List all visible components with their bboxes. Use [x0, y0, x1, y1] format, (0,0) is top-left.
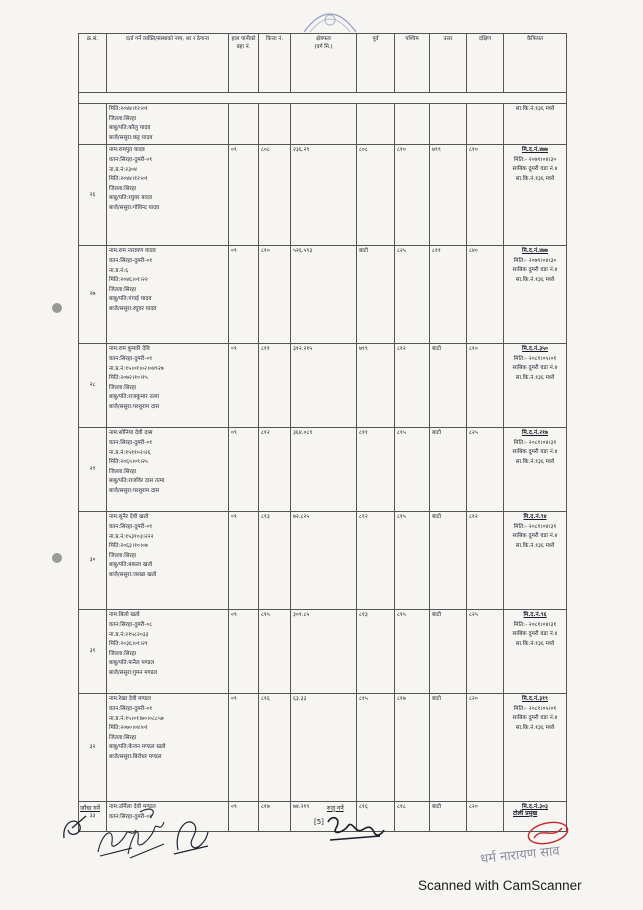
south-cell: ८२५: [467, 428, 504, 512]
remarks-reference: मि.द.नं.३१९: [522, 696, 548, 703]
table-row: [79, 694, 567, 802]
table-row: [79, 428, 567, 512]
header-owner: दर्ता गर्ने व्यक्ति/संस्थाको नाम, थर र ठेगाना: [107, 34, 229, 93]
west-cell: ८१५: [395, 512, 430, 610]
remarks-reference: मि.द.नं.९६: [523, 612, 547, 619]
owner-line: बाबु/पति:गंगाई यादव: [109, 296, 152, 303]
west-cell: ८१८: [395, 802, 430, 832]
east-cell: ८१२: [357, 512, 395, 610]
north-cell: ७९९: [430, 145, 467, 246]
owner-line: ना.प्र.नं:१५११०२।२६: [109, 449, 151, 456]
serial-cell: ३०: [79, 512, 107, 610]
owner-line: वतन:सिरहा-दुमरी-०१: [109, 705, 153, 712]
owner-line: वतन:सिरहा-दुमरी-०१: [109, 257, 153, 264]
owner-line: जिल्ला:सिरहा: [109, 468, 137, 475]
west-cell: ८१०: [395, 145, 430, 246]
serial-cell: २६: [79, 145, 107, 246]
owner-line: नाम:बिलो खत्वे: [109, 612, 140, 619]
south-cell: ८१२: [467, 512, 504, 610]
area-cell: ३०१.८५: [291, 610, 357, 694]
serial-cell: २७: [79, 246, 107, 344]
header-remarks: कैफियत: [504, 34, 567, 93]
west-cell: ८१२: [395, 344, 430, 428]
owner-line: मिति:२०७०।०४।०१: [109, 725, 148, 732]
owner-line: वतन:सिरहा-दुमरी-०१: [109, 439, 153, 446]
name-stamp: धर्म नारायण साव: [479, 843, 561, 868]
owner-cell: [107, 512, 229, 610]
land-register-table: [78, 33, 567, 832]
table-row-continued: [79, 104, 567, 145]
remarks-cell: [504, 246, 567, 344]
header-west: पश्चिम: [395, 34, 430, 93]
remarks-line: साबिक दुमरी वडा नं.४: [512, 449, 558, 456]
header-east: पूर्व: [357, 34, 395, 93]
header-area-line2: (वर्ग मि.): [314, 44, 333, 50]
remarks-cell: [504, 145, 567, 246]
header-gap: [79, 93, 567, 104]
area-cell: ६३.३३: [291, 694, 357, 802]
west-cell: ८१५: [395, 610, 430, 694]
remarks-reference: मि.द.नं.४७७: [522, 248, 548, 255]
remarks-reference: मि.द.नं.३५०: [522, 346, 548, 353]
north-cell: बाटो: [430, 610, 467, 694]
area-cell: ७२.८२५: [291, 512, 357, 610]
punch-hole-top: [52, 303, 62, 313]
remarks-line: सा.कि.नं.१३६ मध्ये: [515, 640, 555, 647]
signature-middle: [322, 812, 388, 846]
remarks-line: सा.कि.नं.१३६ मध्ये: [515, 276, 555, 283]
owner-line: बाजे/ससुरा:परशुराम दास: [109, 487, 160, 494]
north-cell: बाटो: [430, 802, 467, 832]
east-cell: ७९९: [357, 344, 395, 428]
scanner-watermark: Scanned with CamScanner: [418, 878, 582, 893]
owner-line: ना.प्र.नं:१५।०१।०२।०४९२७: [109, 365, 164, 372]
signature-left-3: [120, 800, 170, 862]
south-cell: ८१०: [467, 145, 504, 246]
north-cell: ८११: [430, 246, 467, 344]
remarks-line: साबिक दुमरी वडा नं.४: [512, 166, 558, 173]
verified-by-label: रुजु गर्ने: [327, 805, 344, 812]
owner-line: बाजे/ससुरा:बिरोधर मण्डल: [109, 753, 162, 760]
remarks-reference: मि.द.नं.९४: [523, 514, 547, 521]
owner-line: मिति:२०४६।०१।२२: [109, 277, 148, 284]
remarks-line: मिति:- २०८१।०५।०१: [513, 355, 557, 362]
east-cell: ८१३: [357, 610, 395, 694]
plot-no-cell: ८१५: [259, 610, 291, 694]
owner-line: जिल्ला:सिरहा: [109, 552, 137, 559]
owner-line: मिति:२०६३।१०।०७: [109, 543, 148, 550]
plot-no-cell: ८१७: [259, 802, 291, 832]
table-row: [79, 344, 567, 428]
entry-no-cell: ०९: [229, 610, 259, 694]
remarks-line: साबिक दुमरी वडा नं.४: [512, 533, 558, 540]
owner-line: वतन:सिरहा-दुमरी-०८: [109, 621, 153, 628]
east-cell: ८१५: [357, 694, 395, 802]
owner-line: मिति:२०४४।१२।०१: [109, 106, 148, 112]
owner-line: नाम:उर्मिला देवी मण्डल: [109, 804, 156, 811]
plot-no-cell: ८१३: [259, 512, 291, 610]
header-area: [291, 34, 357, 93]
remarks-line: सा.कि.नं.१३६ मध्ये: [515, 175, 555, 182]
owner-cell: [107, 145, 229, 246]
remarks-line: मिति:- २०८१।०४।३१: [513, 439, 557, 446]
remarks-reference: मि.द.नं.४७७: [522, 147, 548, 154]
header-south: दक्षिण: [467, 34, 504, 93]
signature-left-4: [168, 806, 214, 858]
owner-line: बाजे/ससुरा:जरखा खत्वे: [109, 571, 157, 578]
owner-cell: [107, 104, 229, 145]
owner-line: ना.प्र.नं:६: [109, 267, 129, 274]
remarks-line: सा.कि.नं.१३६ मध्ये: [515, 374, 555, 381]
west-cell: ८१५: [395, 428, 430, 512]
entry-no-cell: ०९: [229, 145, 259, 246]
east-cell: ८०८: [357, 145, 395, 246]
header-plot-no: कित्ता नं.: [259, 34, 291, 93]
table-row: [79, 145, 567, 246]
south-cell: ८२०: [467, 694, 504, 802]
remarks-cell: [504, 610, 567, 694]
header-area-line1: क्षेत्रफल: [316, 36, 331, 42]
north-cell: बाटो: [430, 694, 467, 802]
area-cell: ७४.२१९: [291, 802, 357, 832]
header-entry-no: हाल पानीको बहा नं.: [229, 34, 259, 93]
remarks-line: सा.कि.नं.१३६ मध्ये: [515, 458, 555, 465]
owner-line: नाम:राम कुमारि देवि: [109, 346, 150, 353]
remarks-cell: [504, 694, 567, 802]
table-header: [79, 34, 567, 93]
owner-line: मिति:२०६५।०९।२५: [109, 459, 148, 466]
owner-line: बाजे/ससुरा:रघुवर यादव: [109, 305, 157, 312]
owner-line: जिल्ला:सिरहा: [109, 650, 137, 657]
owner-line: जिल्ला:सिरहा: [109, 185, 137, 192]
remarks-line: मिति:- २०८१।०४।३१: [513, 621, 557, 628]
entry-no-cell: ०९: [229, 246, 259, 344]
entry-no-cell: ०९: [229, 694, 259, 802]
owner-line: बाबु/पति:कौलु यादव: [109, 125, 151, 132]
remarks-cell: [504, 104, 567, 145]
remarks-line: मिति:- २०७९।०४।३०: [513, 257, 557, 264]
owner-line: बाजे/ससुरा:कट्ट यादव: [109, 134, 153, 141]
east-cell: ८११: [357, 428, 395, 512]
remarks-line: साबिक दुमरी वडा नं.४: [512, 715, 558, 722]
serial-cell: ३३: [79, 802, 107, 832]
owner-line: नाम:सोनिया देवी दास: [109, 430, 153, 437]
entry-no-cell: ०९: [229, 802, 259, 832]
page-number: [5]: [314, 818, 324, 826]
checked-by-label: जाँचा गर्ने: [80, 805, 100, 812]
owner-line: मिति:२०३६।०१।२१: [109, 641, 148, 648]
serial-cell: ३१: [79, 610, 107, 694]
owner-cell: [107, 344, 229, 428]
remarks-cell: [504, 344, 567, 428]
south-cell: ८१०: [467, 344, 504, 428]
owner-line: मिति:२०४४।१२।०१: [109, 176, 148, 183]
west-cell: ८२५: [395, 246, 430, 344]
owner-line: वतन:सिरहा-दुमरी-०१: [109, 523, 153, 530]
remarks-cell: [504, 512, 567, 610]
owner-cell: [107, 246, 229, 344]
owner-line: वतन:सिरहा-दुमरी-०१: [109, 813, 153, 820]
north-cell: बाटो: [430, 428, 467, 512]
owner-line: बाबु/पति:राजविर दास तत्मा: [109, 478, 165, 485]
owner-cell: [107, 610, 229, 694]
owner-line: नाम:सुनैर देवी खत्वे: [109, 514, 149, 521]
owner-cell: [107, 428, 229, 512]
remarks-line: सा.कि.नं.१३६ मध्ये: [515, 542, 555, 549]
east-cell: बाटो: [357, 246, 395, 344]
west-cell: ८१७: [395, 694, 430, 802]
owner-line: जिल्ला:सिरहा: [109, 734, 137, 741]
east-cell: ८१६: [357, 802, 395, 832]
remarks-line: मिति:- २०८१।०४।३१: [513, 523, 557, 530]
office-seal: [298, 2, 362, 36]
owner-line: वतन:सिरहा-दुमरी-०१: [109, 355, 153, 362]
header-north: उत्तर: [430, 34, 467, 93]
remarks-line: साबिक दुमरी वडा नं.४: [512, 631, 558, 638]
serial-cell: २८: [79, 344, 107, 428]
owner-line: बाबु/पति:राजकुमार तत्मा: [109, 394, 160, 401]
owner-line: वतन:सिरहा-दुमरी-०१: [109, 156, 153, 163]
owner-line: जिल्ला:सिरहा: [109, 115, 137, 122]
owner-line: बाबु/पति:फनैल मण्डल: [109, 660, 155, 667]
owner-line: ना.प्र.नं:१५३१०३।२२२: [109, 533, 154, 540]
owner-line: मिति:२०७२।१०।१५: [109, 375, 148, 382]
serial-cell: २९: [79, 428, 107, 512]
owner-line: नाम:रामपुत यादव: [109, 147, 145, 154]
table-row: [79, 246, 567, 344]
remarks-line: सा.कि.नं.१३६ मध्ये: [515, 724, 555, 731]
serial-cell: ३२: [79, 694, 107, 802]
owner-line: बाबु/पति:रघुवर यादव: [109, 195, 152, 202]
owner-line: नाम:राम नारायण यादव: [109, 248, 156, 255]
signature-left-1: [60, 808, 90, 848]
owner-line: जिल्ला:सिरहा: [109, 384, 137, 391]
area-cell: ३६४.०८९: [291, 428, 357, 512]
area-cell: ५२६.५९३: [291, 246, 357, 344]
team-leader-label: टोली प्रमुख: [513, 810, 538, 817]
remarks-line: साबिक दुमरी वडा नं.४: [512, 365, 558, 372]
owner-line: ना.प्र.नं:१५।०१।७०।०८८५७: [109, 715, 164, 722]
owner-line: जिल्ला:सिरहा: [109, 286, 137, 293]
north-cell: बाटो: [430, 512, 467, 610]
owner-line: ना.प्र.नं:२१५८२०३३: [109, 631, 149, 638]
remarks-cell: [504, 428, 567, 512]
plot-no-cell: ८१०: [259, 246, 291, 344]
area-cell: २३६.२९: [291, 145, 357, 246]
plot-no-cell: ८११: [259, 344, 291, 428]
punch-hole-bottom: [52, 553, 62, 563]
owner-line: बाजे/ससुरा:गोविन्द यादव: [109, 204, 160, 211]
entry-no-cell: ०९: [229, 344, 259, 428]
table-row: [79, 512, 567, 610]
owner-line: बाजे/ससुरा:परशुराम दास: [109, 403, 160, 410]
owner-line: बाबु/पति:बकला खत्वे: [109, 562, 153, 569]
table-row: [79, 610, 567, 694]
owner-line: बाजे/ससुरा:गुमन मण्डल: [109, 669, 158, 676]
plot-no-cell: ८१६: [259, 694, 291, 802]
remarks-line: सा.कि.नं.१३६ मध्ये: [515, 106, 555, 112]
south-cell: ८४०: [467, 246, 504, 344]
owner-line: बाबु/पति:केजन मण्डल खत्वे: [109, 744, 166, 751]
owner-line: नाम:रेखा देवी मण्डल: [109, 696, 151, 703]
entry-no-cell: ०९: [229, 512, 259, 610]
south-cell: ८२५: [467, 610, 504, 694]
north-cell: बाटो: [430, 344, 467, 428]
south-cell: ८२०: [467, 802, 504, 832]
owner-line: ना.प्र.नं:२३०४: [109, 166, 137, 173]
remarks-line: मिति:- २०७९।०४।३०: [513, 156, 557, 163]
remarks-line: मिति:- २०८१।०५।०१: [513, 705, 557, 712]
remarks-reference: मि.द.नं.२१७: [522, 430, 548, 437]
area-cell: ३१२.२१५: [291, 344, 357, 428]
owner-cell: [107, 694, 229, 802]
header-serial: क्र.सं.: [79, 34, 107, 93]
remarks-reference: मि.द.नं.३०३: [522, 804, 548, 811]
plot-no-cell: ८०८: [259, 145, 291, 246]
entry-no-cell: ०९: [229, 428, 259, 512]
remarks-line: साबिक दुमरी वडा नं.४: [512, 267, 558, 274]
plot-no-cell: ८१२: [259, 428, 291, 512]
